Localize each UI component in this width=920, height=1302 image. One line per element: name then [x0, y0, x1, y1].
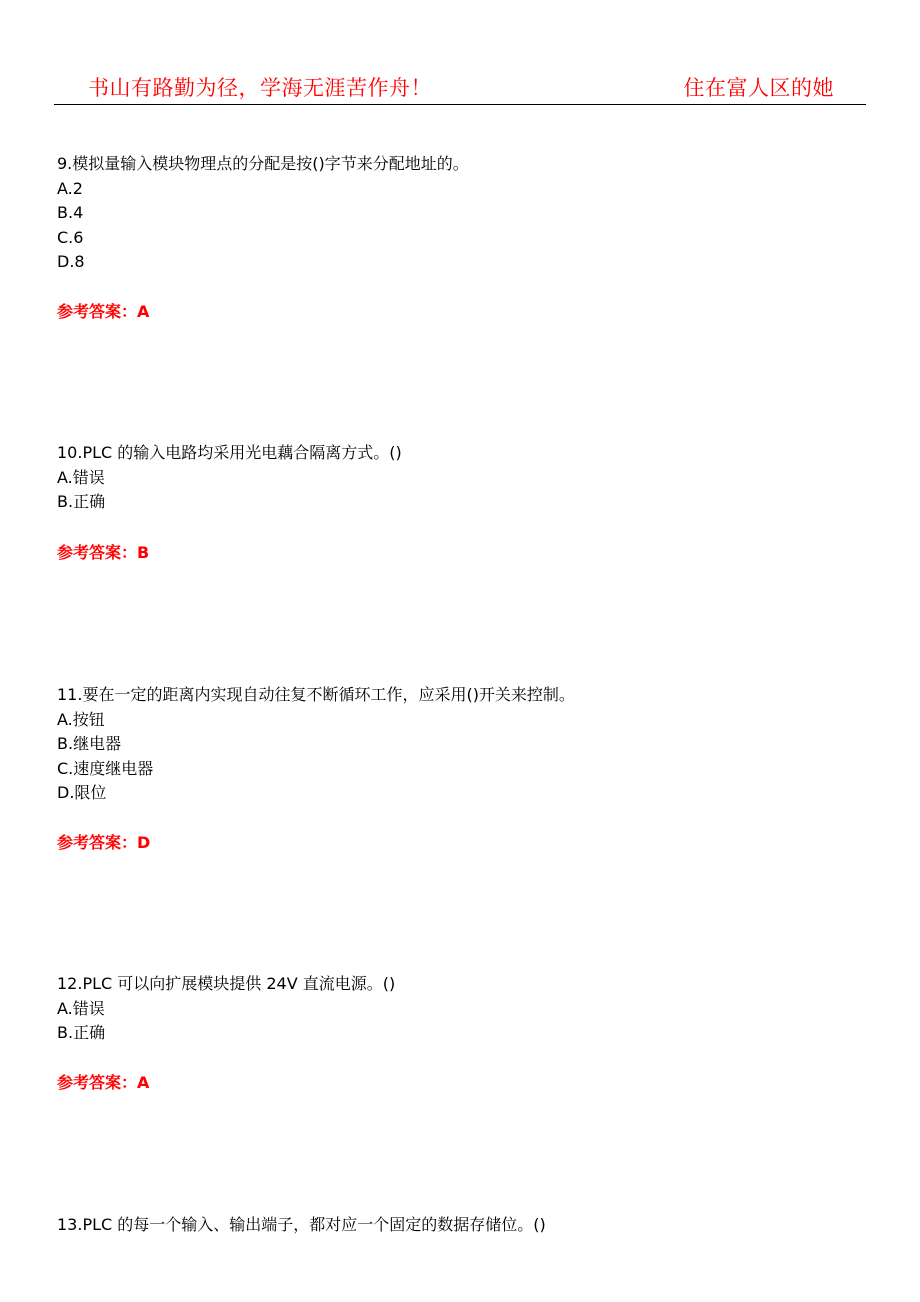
question-stem: 13.PLC 的每一个输入、输出端子，都对应一个固定的数据存储位。()	[57, 1215, 546, 1234]
answer-9: 参考答案：A	[57, 302, 150, 321]
question-10	[57, 441, 402, 515]
option-a: A.按钮	[57, 709, 105, 729]
answer-12: 参考答案：A	[57, 1073, 150, 1092]
option-b: B.正确	[57, 1023, 106, 1042]
option-d: D.8	[57, 252, 85, 271]
option-b: B.继电器	[57, 734, 122, 753]
question-stem: 9.模拟量输入模块物理点的分配是按()字节来分配地址的。	[57, 154, 469, 173]
option-d: D.限位	[57, 783, 107, 802]
question-11	[57, 683, 575, 806]
option-c: C.6	[57, 227, 84, 247]
header-author: 住在富人区的她	[683, 76, 834, 100]
question-stem: 12.PLC 可以向扩展模块提供 24V 直流电源。()	[57, 974, 396, 993]
option-c: C.速度继电器	[57, 758, 154, 778]
answer-11: 参考答案：D	[57, 833, 151, 852]
question-9	[57, 152, 469, 275]
option-a: A.错误	[57, 467, 105, 487]
option-a: A.错误	[57, 998, 105, 1018]
option-b: B.4	[57, 203, 84, 222]
page-header	[54, 70, 866, 105]
header-motto: 书山有路勤为径，学海无涯苦作舟！	[88, 76, 432, 100]
answer-10: 参考答案：B	[57, 543, 150, 562]
question-stem: 11.要在一定的距离内实现自动往复不断循环工作，应采用()开关来控制。	[57, 685, 575, 704]
question-12	[57, 972, 395, 1046]
question-stem: 10.PLC 的输入电路均采用光电藕合隔离方式。()	[57, 443, 402, 462]
option-a: A.2	[57, 178, 83, 198]
option-b: B.正确	[57, 492, 106, 511]
question-13	[57, 1213, 546, 1238]
